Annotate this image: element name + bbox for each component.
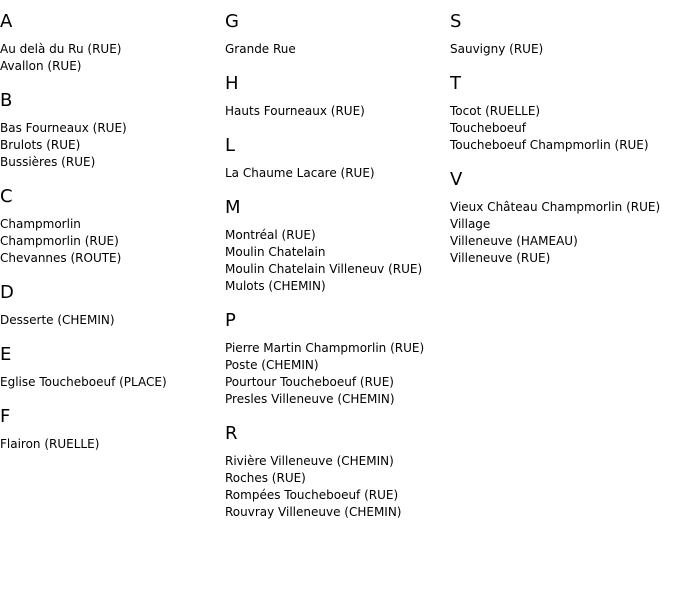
street-list xyxy=(0,312,225,329)
letter-group-f xyxy=(0,405,225,453)
street-link[interactable]: Brulots (RUE) xyxy=(0,138,81,152)
letter-group-r xyxy=(225,422,450,521)
street-list xyxy=(0,436,225,453)
street-link[interactable]: Flairon (RUELLE) xyxy=(0,437,100,451)
letter-group-a xyxy=(0,10,225,75)
street-list xyxy=(0,216,225,267)
letter-group-d xyxy=(0,281,225,329)
letter-group-t xyxy=(450,72,675,154)
street-link[interactable]: Au delà du Ru (RUE) xyxy=(0,42,122,56)
street-link[interactable]: Toucheboeuf Champmorlin (RUE) xyxy=(450,138,649,152)
street-list xyxy=(225,41,450,58)
index-column-2 xyxy=(225,10,450,535)
street-link[interactable]: Roches (RUE) xyxy=(225,471,306,485)
street-link[interactable]: Mulots (CHEMIN) xyxy=(225,279,326,293)
street-link[interactable]: Bas Fourneaux (RUE) xyxy=(0,121,127,135)
street-link[interactable]: Sauvigny (RUE) xyxy=(450,42,544,56)
street-link[interactable]: Champmorlin (RUE) xyxy=(0,234,119,248)
street-link[interactable]: Rivière Villeneuve (CHEMIN) xyxy=(225,454,394,468)
street-index xyxy=(0,10,675,590)
letter-heading: S xyxy=(450,11,462,32)
street-link[interactable]: Villeneuve (RUE) xyxy=(450,251,551,265)
letter-group-p xyxy=(225,309,450,408)
street-link[interactable]: Bussières (RUE) xyxy=(0,155,96,169)
street-link[interactable]: Poste (CHEMIN) xyxy=(225,358,319,372)
street-list xyxy=(225,227,450,295)
street-link[interactable]: Grande Rue xyxy=(225,42,296,56)
letter-group-l xyxy=(225,134,450,182)
letter-heading: R xyxy=(225,423,238,444)
letter-heading: F xyxy=(0,406,11,427)
street-link[interactable]: Tocot (RUELLE) xyxy=(450,104,541,118)
letter-group-b xyxy=(0,89,225,171)
letter-heading: V xyxy=(450,169,463,190)
street-link[interactable]: Pierre Martin Champmorlin (RUE) xyxy=(225,341,425,355)
street-link[interactable]: Avallon (RUE) xyxy=(0,59,82,73)
letter-heading: B xyxy=(0,90,13,111)
street-link[interactable]: Toucheboeuf xyxy=(450,121,526,135)
street-list xyxy=(0,374,225,391)
street-link[interactable]: Village xyxy=(450,217,491,231)
letter-heading: C xyxy=(0,186,13,207)
street-link[interactable]: Pourtour Toucheboeuf (RUE) xyxy=(225,375,394,389)
street-link[interactable]: Presles Villeneuve (CHEMIN) xyxy=(225,392,395,406)
letter-heading: M xyxy=(225,197,241,218)
street-list xyxy=(0,41,225,75)
letter-heading: A xyxy=(0,11,13,32)
street-list xyxy=(450,41,675,58)
street-link[interactable]: Villeneuve (HAMEAU) xyxy=(450,234,578,248)
street-link[interactable]: Eglise Toucheboeuf (PLACE) xyxy=(0,375,167,389)
street-list xyxy=(0,120,225,171)
letter-heading: E xyxy=(0,344,12,365)
street-link[interactable]: Vieux Château Champmorlin (RUE) xyxy=(450,200,661,214)
index-column-1 xyxy=(0,10,225,467)
street-link[interactable]: Rouvray Villeneuve (CHEMIN) xyxy=(225,505,402,519)
street-link[interactable]: Moulin Chatelain xyxy=(225,245,326,259)
letter-group-v xyxy=(450,168,675,267)
street-list xyxy=(225,165,450,182)
street-list xyxy=(450,103,675,154)
letter-group-c xyxy=(0,185,225,267)
letter-heading: G xyxy=(225,11,239,32)
street-list xyxy=(225,103,450,120)
street-list xyxy=(225,453,450,521)
letter-heading: D xyxy=(0,282,14,303)
letter-heading: P xyxy=(225,310,236,331)
letter-heading: T xyxy=(450,73,461,94)
street-link[interactable]: Moulin Chatelain Villeneuv (RUE) xyxy=(225,262,423,276)
letter-group-s xyxy=(450,10,675,58)
street-list xyxy=(450,199,675,267)
street-link[interactable]: La Chaume Lacare (RUE) xyxy=(225,166,375,180)
street-link[interactable]: Hauts Fourneaux (RUE) xyxy=(225,104,365,118)
street-link[interactable]: Desserte (CHEMIN) xyxy=(0,313,115,327)
letter-heading: L xyxy=(225,135,236,156)
letter-group-m xyxy=(225,196,450,295)
street-list xyxy=(225,340,450,408)
letter-heading: H xyxy=(225,73,239,94)
street-link[interactable]: Rompées Toucheboeuf (RUE) xyxy=(225,488,399,502)
index-column-3 xyxy=(450,10,675,281)
street-link[interactable]: Montréal (RUE) xyxy=(225,228,316,242)
letter-group-e xyxy=(0,343,225,391)
letter-group-h xyxy=(225,72,450,120)
street-link[interactable]: Chevannes (ROUTE) xyxy=(0,251,122,265)
letter-group-g xyxy=(225,10,450,58)
street-link[interactable]: Champmorlin xyxy=(0,217,81,231)
